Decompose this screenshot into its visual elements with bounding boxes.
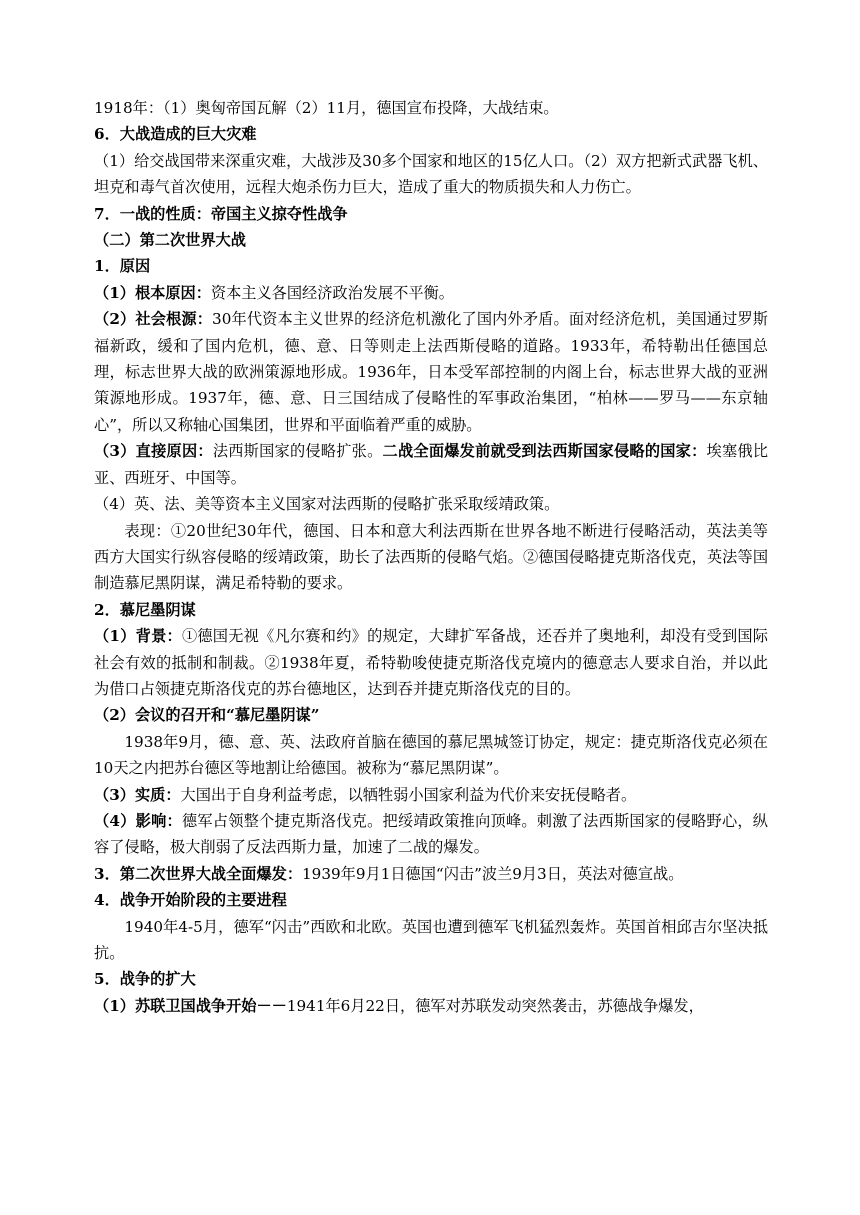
cause-root: [94, 280, 768, 306]
cause-direct-tail: 埃塞俄比亚、西班牙、中国等。: [94, 442, 769, 487]
munich-essence-text: 大国出于自身利益考虑，以牺牲弱小国家利益为代价来安抚侵略者。: [180, 785, 637, 804]
heading-ww1-nature: 7．一战的性质：帝国主义掠夺性战争: [94, 204, 348, 223]
ww2-outbreak-text: 1939年9月1日德国“闪击”波兰9月3日，英法对德宣战。: [302, 864, 684, 883]
soviet-war-text: 1941年6月22日，德军对苏联发动突然袭击，苏德战争爆发，: [286, 996, 704, 1015]
text-line-1918: 1918年：（1）奥匈帝国瓦解（2）11月，德国宣布投降，大战结束。: [94, 99, 559, 117]
heading-disaster: 6．大战造成的巨大灾难: [94, 125, 257, 144]
munich-impact-label: （4）影响：: [94, 811, 182, 830]
cause-social-label: （2）社会根源：: [94, 310, 213, 329]
cause-direct: [94, 438, 768, 491]
munich-background-label: （1）背景：: [94, 627, 182, 646]
munich-background-text: ①德国无视《凡尔赛和约》的规定，大肆扩军备战，还吞并了奥地利，却没有受到国际社会有效的抵制和制裁。②1938年夏，希特勒唆使捷克斯洛伐克境内的德意志人要求自治，并以此为借口占领捷克斯洛伐克的苏台德地区，达到吞并捷克斯洛伐克的目的。: [94, 627, 768, 698]
cause-direct-bold: 二战全面爆发前就受到法西斯国家侵略的国家：: [382, 442, 707, 461]
early-stage-text: 1940年4-5月，德军“闪击”西欧和北欧。英国也遭到德军飞机猛烈轰炸。英国首相邱吉尔坚决抵抗。: [94, 917, 768, 962]
munich-meeting-heading: （2）会议的召开和“慕尼墨阴谋”: [94, 706, 320, 725]
heading-ww2: （二）第二次世界大战: [94, 231, 246, 250]
cause-appeasement: （4）英、法、美等资本主义国家对法西斯的侵略扩张采取绥靖政策。: [94, 495, 560, 514]
munich-essence-label: （3）实质：: [94, 785, 181, 804]
munich-impact-text: 德军占领整个捷克斯洛伐克。把绥靖政策推向顶峰。刺激了法西斯国家的侵略野心，纵容了侵略，极大削弱了反法西斯力量，加速了二战的爆发。: [94, 811, 768, 857]
heading-expansion: 5．战争的扩大: [94, 970, 196, 989]
cause-direct-label: （3）直接原因：: [94, 442, 213, 461]
munich-impact: [94, 808, 768, 861]
munich-essence: [94, 782, 768, 808]
cause-social-text: 30年代资本主义世界的经济危机激化了国内外矛盾。面对经济危机，美国通过罗斯福新政，缓和了国内危机，德、意、日等则走上法西斯侵略的道路。1933年，希特勒出任德国总理，标志世界大战的欧洲策源地形成。1936年，日本受军部控制的内阁上台，标志世界大战的亚洲策源地形成。1937年，德、意、日三国结成了侵略性的军事政治集团，“柏林——罗马——东京轴心”，所以又称轴心国集团，世界和平面临着严重的威胁。: [94, 310, 768, 434]
cause-root-label: （1）根本原因：: [94, 283, 211, 302]
soviet-war-label: （1）苏联卫国战争开始－－: [94, 996, 287, 1015]
paragraph-disaster: （1）给交战国带来深重灾难，大战涉及30多个国家和地区的15亿人口。（2）双方把新式武器飞机、坦克和毒气首次使用，远程大炮杀伤力巨大，造成了重大的物质损失和人力伤亡。: [94, 151, 768, 197]
cause-root-text: 资本主义各国经济政治发展不平衡。: [210, 283, 454, 302]
munich-meeting-text: 1938年9月，德、意、英、法政府首脑在德国的慕尼黑城签订协定，规定：捷克斯洛伐克必须在10天之内把苏台德区等地割让给德国。被称为“慕尼黑阴谋”。: [94, 732, 768, 778]
ww2-outbreak: [94, 861, 768, 887]
appeasement-detail: 表现：①20世纪30年代，德国、日本和意大利法西斯在世界各地不断进行侵略活动，英法美等西方大国实行纵容侵略的绥靖政策，助长了法西斯的侵略气焰。②德国侵略捷克斯洛伐克，英法等国制造慕尼黑阴谋，满足希特勒的要求。: [94, 521, 768, 593]
heading-early-stage: 4．战争开始阶段的主要进程: [94, 891, 287, 910]
heading-munich: 2．慕尼墨阴谋: [94, 600, 196, 619]
cause-social: [94, 306, 768, 438]
heading-causes: 1．原因: [94, 257, 151, 276]
ww2-outbreak-label: 3．第二次世界大战全面爆发：: [94, 864, 303, 883]
soviet-war: [94, 993, 768, 1019]
munich-background: [94, 623, 768, 702]
cause-direct-text: 法西斯国家的侵略扩张。: [212, 442, 383, 461]
